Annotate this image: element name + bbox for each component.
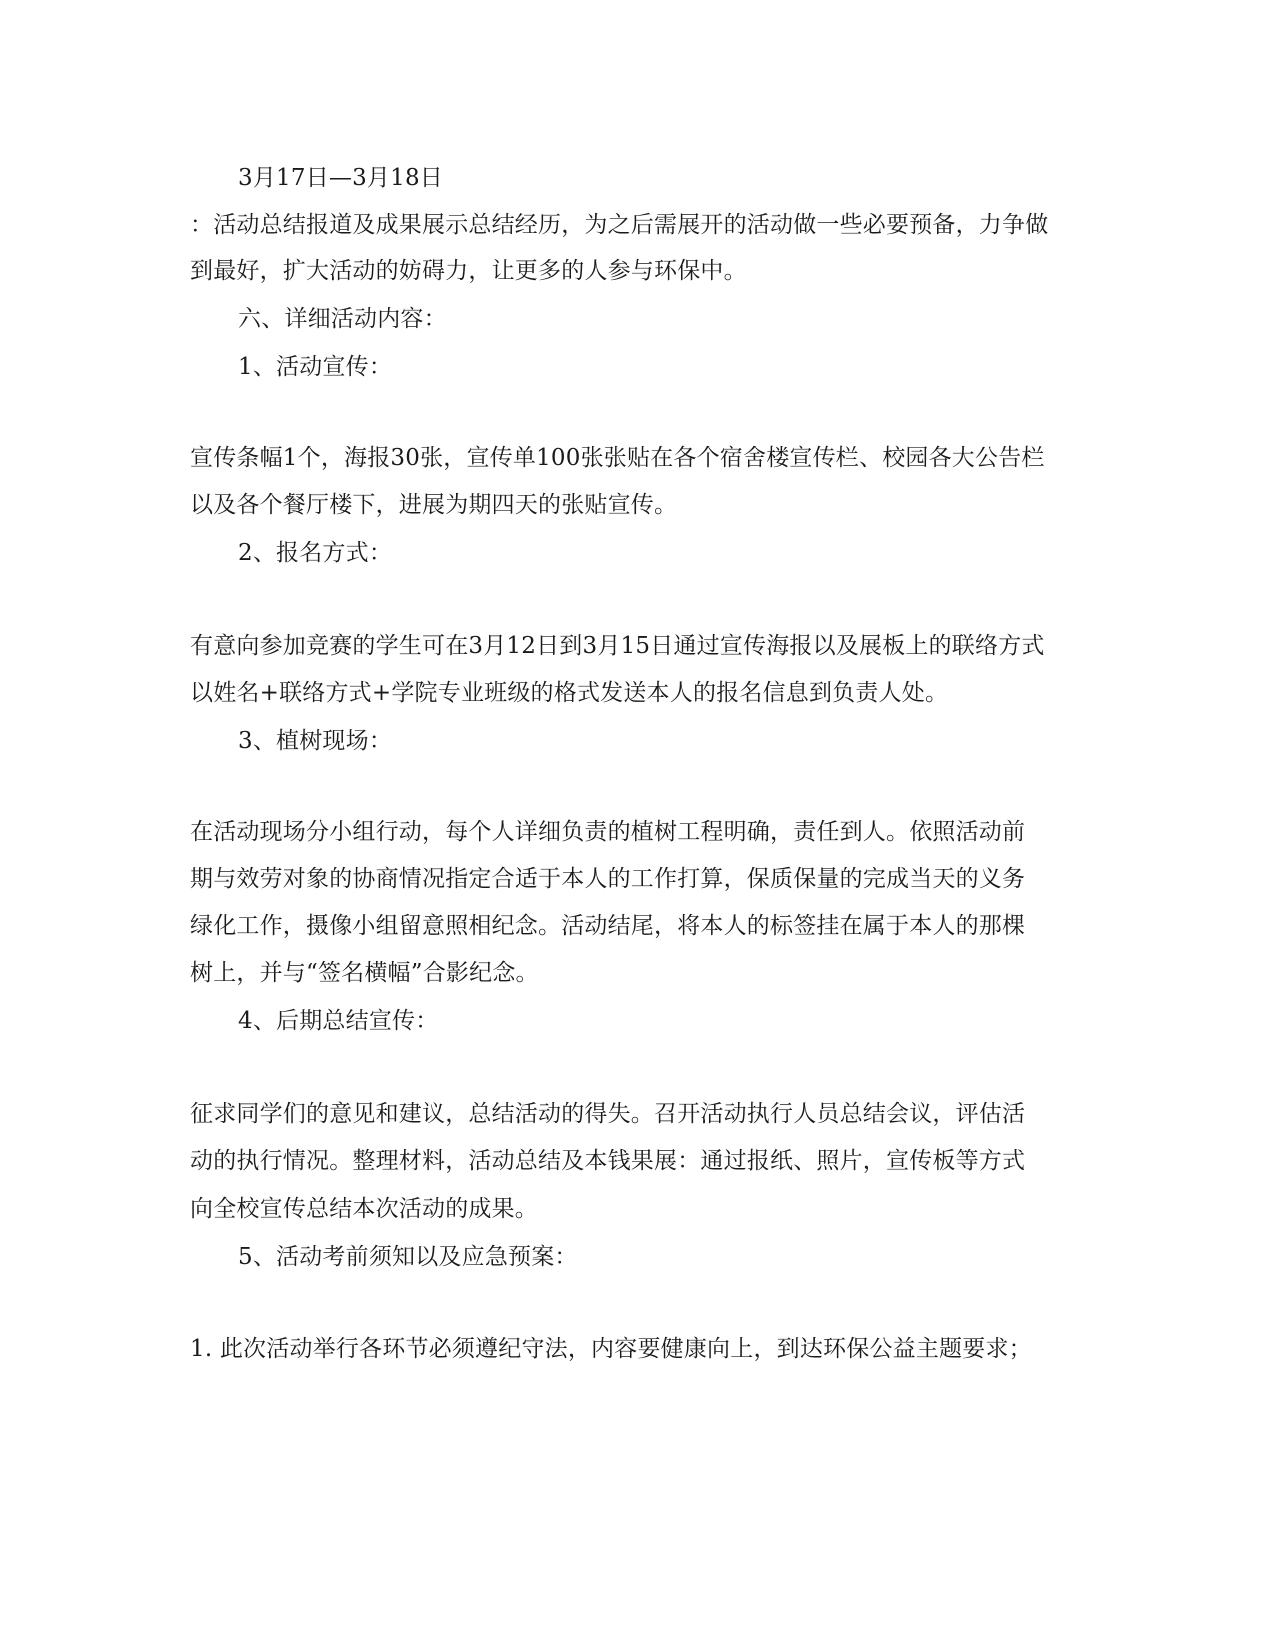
planting-paragraph-line-2: 期与效劳对象的协商情况指定合适于本人的工作打算，保质保量的完成当天的义务: [190, 866, 1026, 892]
subheading-5-notes-contingency: 5、活动考前须知以及应急预案：: [238, 1244, 578, 1270]
subheading-2-registration: 2、报名方式：: [238, 540, 393, 566]
planting-paragraph-line-3: 绿化工作，摄像小组留意照相纪念。活动结尾，将本人的标签挂在属于本人的那棵: [190, 913, 1026, 939]
registration-paragraph-line-1: 有意向参加竞赛的学生可在3月12日到3月15日通过宣传海报以及展板上的联络方式: [190, 633, 1045, 659]
promotion-paragraph-line-1: 宣传条幅1个，海报30张，宣传单100张张贴在各个宿舍楼宣传栏、校园各大公告栏: [190, 445, 1045, 471]
date-range-line: 3月17日—3月18日: [238, 165, 443, 191]
summary-paragraph-line-3: 向全校宣传总结本次活动的成果。: [190, 1196, 538, 1222]
subheading-1-promotion: 1、活动宣传：: [238, 354, 393, 380]
subheading-4-later-summary: 4、后期总结宣传：: [238, 1008, 439, 1034]
summary-line-2: 到最好，扩大活动的妨碍力，让更多的人参与环保中。: [190, 258, 747, 284]
section-heading-six: 六、详细活动内容：: [238, 306, 447, 332]
summary-paragraph-line-1: 征求同学们的意见和建议，总结活动的得失。召开活动执行人员总结会议，评估活: [190, 1101, 1026, 1127]
notes-item-1: 1. 此次活动举行各环节必须遵纪守法，内容要健康向上，到达环保公益主题要求；: [190, 1336, 1032, 1362]
registration-paragraph-line-2: 以姓名+联络方式+学院专业班级的格式发送本人的报名信息到负责人处。: [190, 680, 949, 706]
planting-paragraph-line-4: 树上，并与“签名横幅”合影纪念。: [190, 960, 539, 986]
subheading-3-planting-site: 3、植树现场：: [238, 728, 393, 754]
promotion-paragraph-line-2: 以及各个餐厅楼下，进展为期四天的张贴宣传。: [190, 492, 678, 518]
summary-paragraph-line-2: 动的执行情况。整理材料，活动总结及本钱果展：通过报纸、照片，宣传板等方式: [190, 1148, 1026, 1174]
summary-line-1: ：活动总结报道及成果展示总结经历，为之后需展开的活动做一些必要预备，力争做: [190, 212, 1049, 238]
planting-paragraph-line-1: 在活动现场分小组行动，每个人详细负责的植树工程明确，责任到人。依照活动前: [190, 819, 1026, 845]
